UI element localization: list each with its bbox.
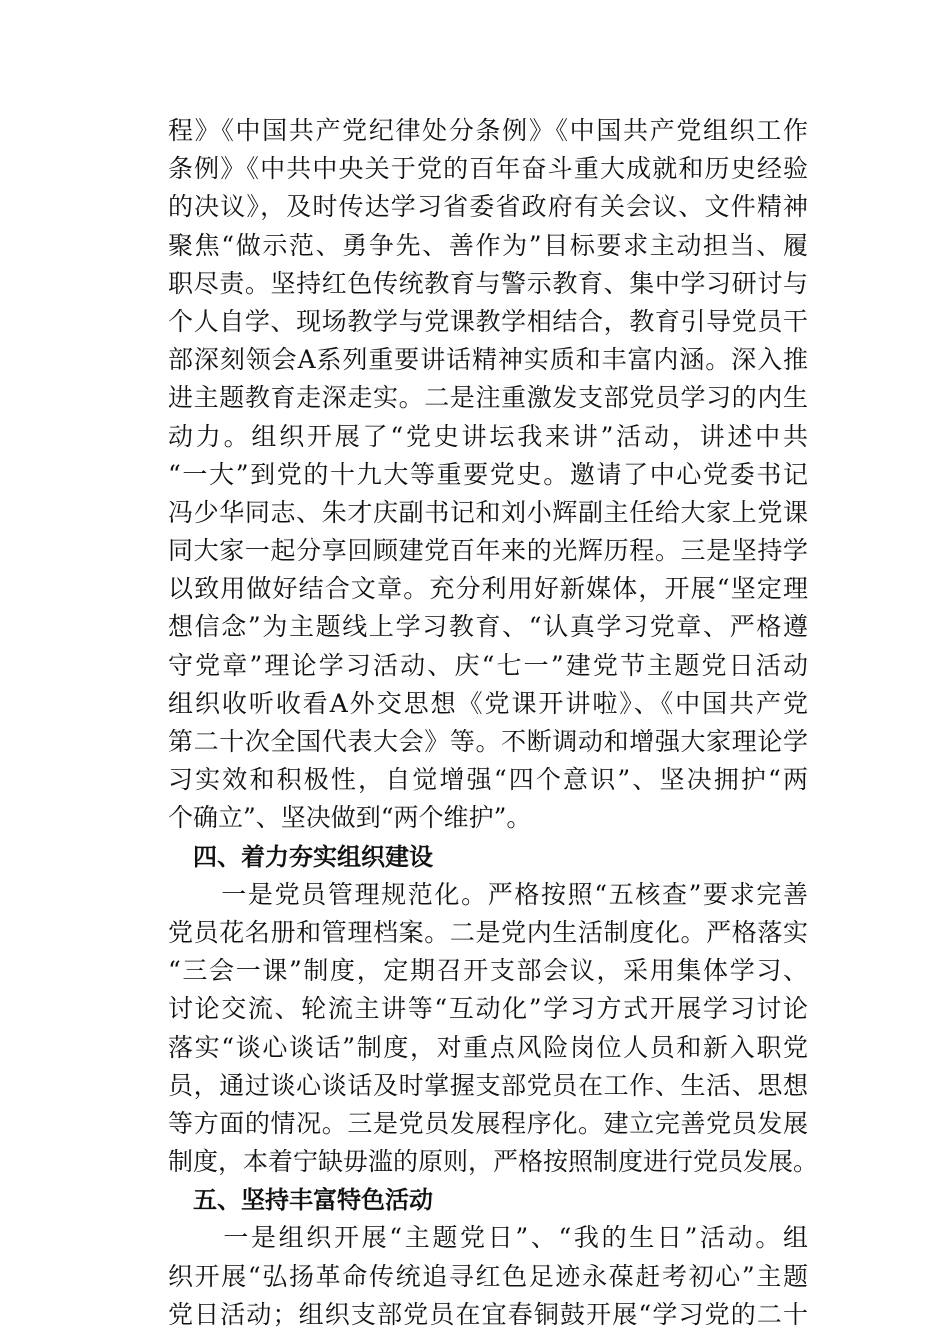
text-line: “三会一课”制度，定期召开支部会议，采用集体学习、 <box>168 956 808 986</box>
paragraph-activities <box>168 1219 808 1334</box>
text-line: 制度，本着宁缺毋滥的原则，严格按照制度进行党员发展。 <box>168 1147 819 1177</box>
paragraph-study <box>168 112 808 838</box>
text-line: 党员花名册和管理档案。二是党内生活制度化。严格落实 <box>168 917 808 947</box>
text-line: 进主题教育走深走实。二是注重激发支部党员学习的内生 <box>168 383 808 413</box>
section-heading-activities: 五、坚持丰富特色活动 <box>193 1186 433 1215</box>
text-line: 等方面的情况。三是党员发展程序化。建立完善党员发展 <box>168 1108 808 1138</box>
text-line: “一大”到党的十九大等重要党史。邀请了中心党委书记 <box>168 459 808 489</box>
text-line: 组织收听收看A外交思想《党课开讲啦》、《中国共产党 <box>168 688 808 718</box>
text-line: 员，通过谈心谈话及时掌握支部党员在工作、生活、思想 <box>168 1070 808 1100</box>
text-line: 同大家一起分享回顾建党百年来的光辉历程。三是坚持学 <box>168 536 808 566</box>
paragraph-organization <box>168 876 819 1182</box>
text-line: 个人自学、现场教学与党课教学相结合，教育引导党员干 <box>168 306 808 336</box>
text-line: 个确立”、坚决做到“两个维护”。 <box>168 803 532 833</box>
text-line: 一是组织开展“主题党日”、“我的生日”活动。组 <box>168 1223 808 1253</box>
text-line: 动力。组织开展了“党史讲坛我来讲”活动，讲述中共 <box>168 421 808 451</box>
text-line: 的决议》，及时传达学习省委省政府有关会议、文件精神 <box>168 192 808 222</box>
text-line: 落实“谈心谈话”制度，对重点风险岗位人员和新入职党 <box>168 1032 808 1062</box>
text-line: 条例》《中共中央关于党的百年奋斗重大成就和历史经验 <box>168 154 808 184</box>
text-line: 守党章”理论学习活动、庆“七一”建党节主题党日活动 <box>168 650 808 680</box>
text-line: 以致用做好结合文章。充分利用好新媒体，开展“坚定理 <box>168 574 808 604</box>
text-line: 冯少华同志、朱才庆副书记和刘小辉副主任给大家上党课 <box>168 497 808 527</box>
text-line: 讨论交流、轮流主讲等“互动化”学习方式开展学习讨论 <box>168 994 808 1024</box>
text-line: 第二十次全国代表大会》等。不断调动和增强大家理论学 <box>168 727 808 756</box>
text-line: 职尽责。坚持红色传统教育与警示教育、集中学习研讨与 <box>168 268 808 298</box>
text-line: 想信念”为主题线上学习教育、“认真学习党章、严格遵 <box>168 612 808 642</box>
text-line: 党日活动；组织支部党员在宜春铜鼓开展“学习党的二十 <box>168 1299 808 1329</box>
text-line: 聚焦“做示范、勇争先、善作为”目标要求主动担当、履 <box>168 230 808 260</box>
text-line: 织开展“弘扬革命传统追寻红色足迹永葆赶考初心”主题 <box>168 1261 808 1291</box>
text-line: 习实效和积极性，自觉增强“四个意识”、坚决拥护“两 <box>168 765 808 795</box>
document-body <box>168 112 819 1334</box>
text-line: 一是党员管理规范化。严格按照“五核查”要求完善 <box>168 879 808 909</box>
text-line: 程》《中国共产党纪律处分条例》《中国共产党组织工作 <box>168 116 808 145</box>
section-heading-organization: 四、着力夯实组织建设 <box>193 842 433 871</box>
text-line: 部深刻领会A系列重要讲话精神实质和丰富内涵。深入推 <box>168 345 808 375</box>
